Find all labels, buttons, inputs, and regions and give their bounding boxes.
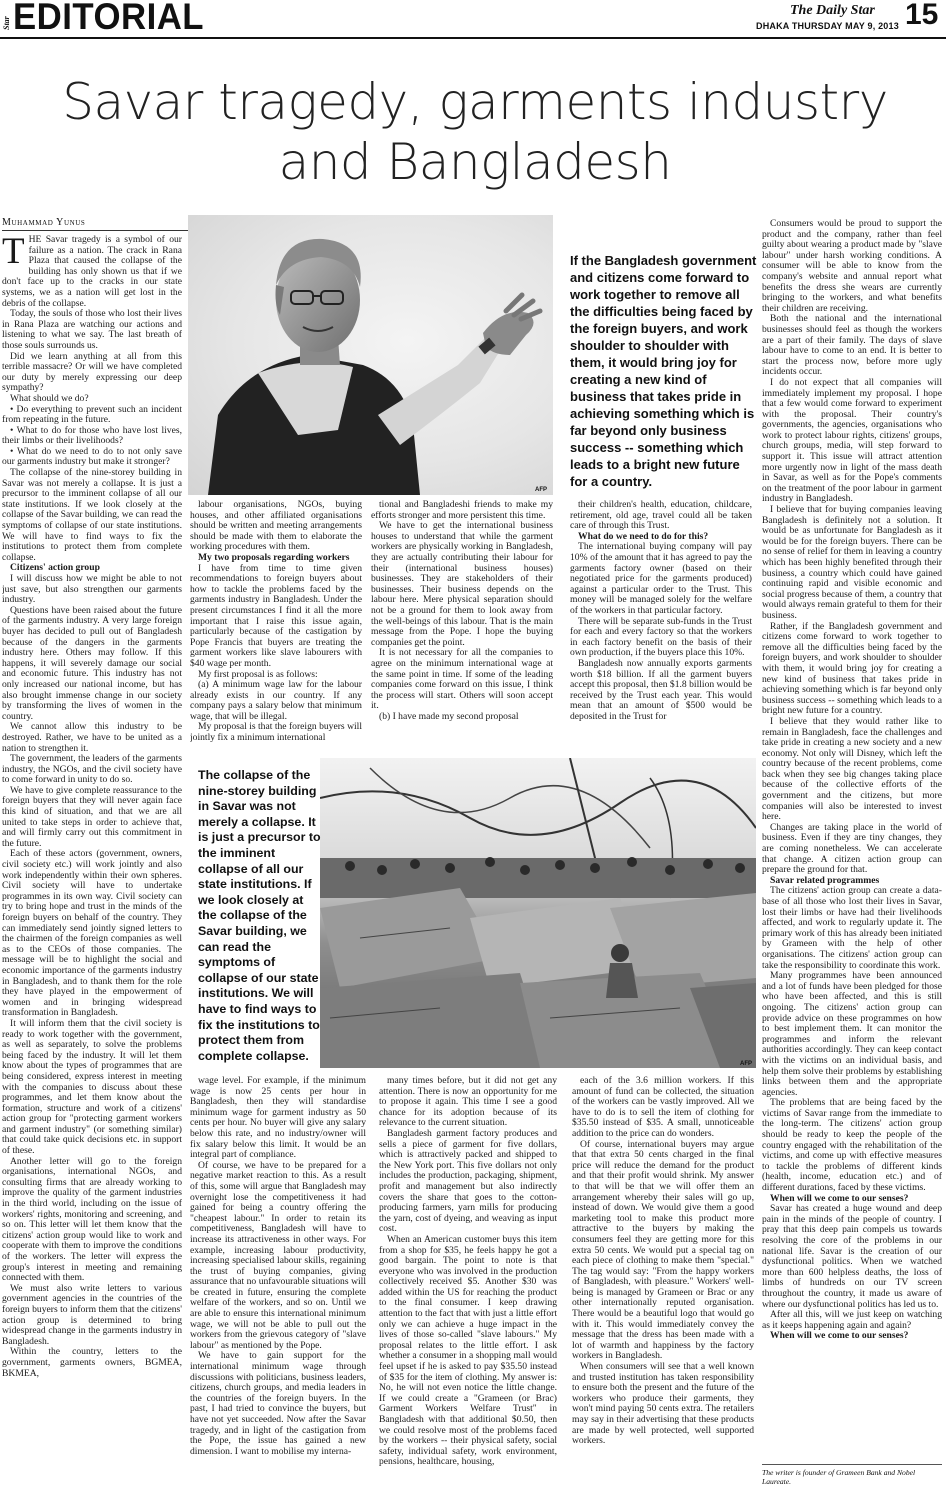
paragraph: The government, the leaders of the garments industry, the NGOs, and the civil society have to come forward in unity to do so. (2, 753, 182, 786)
paragraph: Another letter will go to the foreign organisations, international NGOs, and consulting firms that are already working to improve the quality of the garment industries in the third world, including on the issue of workers' rights, monitoring and screening, and so on. This letter will let them know that the citizens' action group would like to work and cooperate with them to improve the conditions of the workers. The letter will express the group's interest in meeting and remaining connected with them. (2, 1155, 182, 1284)
paragraph: We have to gain support for the international minimum wage through discussions with politicians, business leaders, citizens, church groups, and media leaders in the countries of the foreign buyers. In the past, I had tried to convince the buyers, but have not yet succeeded. Now after the Savar tragedy, and in light of the castigation from the Pope, the issue has gained a new dimension. I want to mobilise my interna- (190, 1350, 366, 1457)
paragraph: What do we need to do for this? (578, 530, 709, 542)
paragraph: Many programmes have been announced and a lot of funds have been pledged for those who have been affected, and this is still ongoing. The citizens' action group can provide advice on these programmes on how to best implement them. It can monitor the programmes and inform the relevant authorities accordingly. They can keep contact with the victims on an individual basis, and help them solve their problems by establishing links between them and the appropriate agencies. (762, 970, 942, 1098)
page-number: 15 (905, 0, 939, 31)
paragraph: HE Savar tragedy is a symbol of our failure as a nation. The crack in Rana Plaza that caused the collapse of the building has only shown us that if we don't face up to the cracks in our state systems, we as a nation will get lost in the debris of the collapse. (2, 235, 182, 309)
paragraph: The problems that are being faced by the victims of Savar range from the immediate to the long-term. The citizens' action group should be ready to keep the people of the country engaged with the rehabilitation of the victims, and come up with effective measures to tackle the problems of different kinds (health, income, education etc.) and of different durations, faced by these victims. (762, 1097, 942, 1194)
paragraph: • What do we need to do to not only save our garments industry but make it stronger? (2, 445, 182, 468)
paragraph: When will we come to our senses? (770, 1330, 909, 1342)
photo-credit-1: AFP (535, 487, 547, 493)
paragraph: When will we come to our senses? (770, 1192, 909, 1204)
paragraph: I have from time to time given recommendations to foreign buyers about how to tackle the problems faced by the garments industry in Bangladesh. Under the present circumstances I find it all the more important that I raise this issue again, particularly because of the castigation by Pope Francis that buyers are treating the garment workers like slave labourers with $40 wage per month. (190, 562, 362, 669)
paragraph: What should we do? (10, 392, 89, 404)
column-3-top (371, 500, 553, 760)
paragraph: Savar related programmes (770, 874, 880, 886)
column-1 (2, 235, 182, 1497)
paragraph: We cannot allow this industry to be destroyed. Rather, we have to be united as a nation to strengthen it. (2, 721, 182, 754)
section-title: EDITORIAL (13, 0, 205, 37)
paragraph: Consumers would be proud to support the product and the company, rather than feel guilty about wearing a product made by "slave labour" under harsh working conditions. A consumer will be able to know from the company's website and annual report what benefits the dress she wears are currently bringing to the workers, and what benefits their children are receiving. (762, 219, 942, 314)
star-vertical-tag: Star (2, 16, 11, 30)
paragraph: (a) A minimum wage law for the labour already exists in our country. If any company pays a salary below that minimum wage, that will be illegal. (190, 679, 362, 722)
paragraph: After all this, will we just keep on watching as it keeps happening again and again? (762, 1309, 942, 1331)
headline: Savar tragedy, garments industry and Bangladesh (62, 73, 888, 191)
paragraph: I do not expect that all companies will immediately implement my proposal. I hope that a few would come forward to experiment with the proposal. Their country's governments, the agencies, organisations who work to protect labour rights, citizens' groups, church groups, media, will step forward to support it. This issue will attract attention more urgently now in light of the mass death in Savar, as well as for the Pope's comments on the treatment of the poor labour in garment industry in Bangladesh. (762, 376, 942, 505)
paragraph: It will inform them that the civil society is ready to work together with the government, as well as separately, to solve the problems being faced by the industry. It will let them know about the types of programmes that are being considered, express interest in meeting with the companies to discuss about these programmes, and let them know about the formation, structure and work of a citizens' action group for "protecting garment workers and garment industry" (or something similar) that could take quick decisions etc. in support of these. (2, 1017, 182, 1157)
paragraph: We have to get the international business houses to understand that while the garment workers are physically working in Bangladesh, they are actually contributing their labour for their (international business houses) businesses. They are stakeholders of their businesses. Their business depends on the labour here. Mere physical separation should not be a ground for them to look away from the well-beings of this labour. That is the main message from the Pope. I hope the buying companies get the point. (371, 520, 553, 648)
paragraph: It is not necessary for all the companies to agree on the minimum international wage at the same point in time. If some of the leading companies come forward on this issue, I think the process will start. Others will soon accept it. (371, 647, 553, 712)
column-4-bottom (572, 1076, 754, 1497)
column-2-bottom (190, 1076, 366, 1497)
column-4-top (570, 500, 752, 760)
collapse-illustration (320, 758, 756, 1068)
column-3-bottom (379, 1076, 557, 1497)
paragraph: • Do everything to prevent such an incident from repeating in the future. (2, 403, 182, 426)
paragraph: The international buying company will pay 10% of the amount that it has agreed to pay the garments factory owner (based on their negotiated price for the garments produced) against a particular order to the Trust. This money will be managed solely for the welfare of the workers in that particular factory. (570, 541, 752, 616)
collapse-photo (320, 758, 756, 1068)
date-line: DHAKA THURSDAY MAY 9, 2013 (756, 21, 899, 31)
newspaper-name: The Daily Star (790, 3, 875, 18)
paragraph: labour organisations, NGOs, buying houses, and other affiliated organisations should be written and meeting arrangements should be made with them to elaborate the working procedures with them. (190, 500, 362, 553)
paragraph: many times before, but it did not get any attention. There is now an opportunity for me to propose it again. This time I see a good chance for its adoption because of its relevance to the current situation. (379, 1076, 557, 1129)
paragraph: There will be separate sub-funds in the Trust for each and every factory so that the workers in each factory benefit on the basis of their own production, if the buyers place this 10%. (570, 615, 752, 659)
paragraph: When consumers will see that a well known and trusted institution has taken responsibility to ensure both the present and the future of the workers who produce their garments, they won't mind paying 50 cents extra. The retailers may say in their advertising that these products are made by well protected, well supported workers. (572, 1361, 754, 1447)
paragraph: I believe that they would rather like to remain in Bangladesh, face the challenges and take pride in creating a new society and a new economy. Not only will Disney, which left the country because of the recent problems, come back when they see big changes taking place because of the collective efforts of the government and the citizens, but more companies will also be interested to invest here. (762, 715, 942, 823)
paragraph: My proposal is that the foreign buyers will jointly fix a minimum international (190, 721, 362, 744)
speaker-illustration (188, 215, 553, 495)
speaker-photo (188, 215, 553, 495)
byline: Muhammad Yunus (2, 217, 86, 228)
drop-cap: T (2, 235, 25, 272)
paragraph: When an American customer buys this item from a shop for $35, he feels happy he got a good bargain. The point to note is that everyone who was involved in the production collectively received $5. Another $30 was added within the US for reaching the product to the final consumer. I keep drawing attention to the fact that with just a little effort only we can achieve a huge impact in the lives of those so-called "slave labours." My proposal relates to the little effort. I ask whether a consumer in a shopping mall would feel upset if he is asked to pay $35.50 instead of $35 for the item of clothing. My answer is: No, he will not even notice the little change. If we could create a "Grameen (or Brac) Garment Workers Welfare Trust" in Bangladesh with that additional $0.50, then we could resolve most of the problems faced by the workers -- their physical safety, social safety, individual safety, work environment, pensions, healthcare, housing, (379, 1233, 557, 1468)
paragraph: I believe that for buying companies leaving Bangladesh is definitely not a solution. It would be as unfortunate for Bangladesh as it would be for the foreign buyers. There can be no sense of relief for them in leaving a country which has been highly benefited through their business, a country which could have gained continuing rapid and visible economic and social progress because of them, a country that would always remain grateful to them for their business. (762, 504, 942, 621)
paragraph: • What to do for those who have lost lives, their limbs or their livelihoods? (2, 424, 182, 447)
pull-quote-right: If the Bangladesh government and citizens come forward to work together to remove all the difficulties being faced by the foreign buyers, and work shoulder to shoulder with them, it would bring joy for creating a new kind of business that takes pride in achieving something which is far beyond only business success -- something which leads to a bright new future for a country. (570, 253, 757, 489)
paragraph: We have to give complete reassurance to the foreign buyers that they will never again face this kind of situation, and that we are all united to take steps in order to achieve that, and will firmly carry out this commitment in the future. (2, 784, 182, 849)
paragraph: Citizens' action group (10, 562, 100, 574)
masthead (0, 0, 946, 40)
pull-quote-left: The collapse of the nine-storey building in Savar was not merely a collapse. It is just a precursor to the imminent collapse of all our state institutions. If we look closely at the collapse of the Savar building, we can read the symptoms of collapse of our state institutions. We will have to find ways to fix the institutions to protect them from complete collapse. (198, 768, 321, 1063)
paragraph: Today, the souls of those who lost their lives in Rana Plaza are watching our actions and listening to what we say. The last breath of those souls surrounds us. (2, 308, 182, 351)
paragraph: Of course, international buyers may argue that that extra 50 cents charged in the final price will reduce the demand for the product and that their profit would shrink. My answer to that will be that we will offer them an arrangement whereby their sales will go up, instead of down. We would give them a good marketing tool to make this product more attractive to the buyers by making the consumers feel they are getting more for this extra 50 cents. We would put a special tag on each piece of clothing to make them "special." The tag would say: "From the happy workers of Bangladesh, with pleasure." Workers' well-being is managed by Grameen or Brac or any other internationally reputed organisation. There would be a beautiful logo that would go with it. This would immediately convey the message that the dress has been made with a lot of warmth and happiness by the factory workers in Bangladesh. (572, 1138, 754, 1362)
paragraph: Savar has created a huge wound and deep pain in the minds of the people of country. I pray that this deep pain compels us towards resolving the core of the problems in our national life. Savar is the creation of our dysfunctional politics. When we watched more than 600 helpless deaths, the loss of limbs of hundreds on our TV screen throughout the country, it made us aware of where our dysfunctional politics has led us to. (762, 1203, 942, 1310)
paragraph: their children's health, education, childcare, retirement, old age, travel could all be taken care of through this Trust. (570, 500, 752, 532)
byline-rule (2, 230, 188, 231)
column-5 (762, 219, 942, 1461)
paragraph: Bangladesh now annually exports garments worth $18 billion. If all the garment buyers accept this proposal, then $1.8 billion would be received by the Trust each year. This would mean that an amount of $500 would be deposited in the Trust for (570, 657, 752, 722)
footer-rule (762, 1464, 942, 1465)
paragraph: The citizens' action group can create a data-base of all those who lost their lives in Savar, lost their limbs or have had their livelihoods affected, and work to regularly update it. The primary work of this has already been initiated by Grameen with the help of other organisations. The citizens' action group can take the responsibility to coordinate this work. (762, 885, 942, 971)
paragraph: each of the 3.6 million workers. If this amount of fund can be collected, the situation of the workers can be vastly improved. All we have to do is to sell the item of clothing for $35.50 instead of $35. A small, unnoticeable addition to the price can do wonders. (572, 1076, 754, 1139)
paragraph: Questions have been raised about the future of the garments industry. A very large foreign buyer has decided to pull out of Bangladesh because of the dangers in the garments industry here. Others may follow. If this happens, it will severely damage our social and economic future. This industry has not only increased our national income, but has also brought immense change in our society by transforming the lives of women in the country. (2, 604, 182, 722)
paragraph: tional and Bangladeshi friends to make my efforts stronger and more persistent this time. (371, 500, 553, 521)
masthead-rule (0, 37, 946, 39)
paragraph: My first proposal is as follows: (198, 668, 318, 680)
paragraph: Each of these actors (government, owners, civil society etc.) will work jointly and also work independently within their own spheres. Civil society will have to undertake programmes in its own way. Civil society can try to bring hope and trust in the minds of the foreign buyers on behalf of the country. They can immediately send jointly signed letters to the chairmen of the foreign companies as well as to the CEOs of those companies. The message will be to highlight the social and economic importance of the garments industry in Bangladesh, and to thank them for the role they have played in the empowerment of women and in bringing widespread transformation in Bangladesh. (2, 848, 182, 1019)
paragraph: We must also write letters to various government agencies in the countries of the foreign buyers to inform them that the citizens' action group is determined to bring widespread change in the garments industry in Bangladesh. (2, 1282, 182, 1347)
paragraph: (b) I have made my second proposal (379, 710, 519, 722)
column-2-top (190, 500, 362, 760)
paragraph: Did we learn anything at all from this terrible massacre? Or will we have completed our duty by merely expressing our deep sympathy? (2, 350, 182, 394)
paragraph: wage level. For example, if the minimum wage is now 25 cents per hour in Bangladesh, then they will standardise minimum wage for garment industry as 50 cents per hour. No buyer will give any salary below this rate, and no industry/owner will fix salary below this limit. It would be an integral part of compliance. (190, 1076, 366, 1161)
photo-credit-2: AFP (740, 1061, 752, 1067)
author-note: The writer is founder of Grameen Bank and Nobel Laureate. (762, 1468, 916, 1486)
paragraph: Both the national and the international businesses should feel as though the workers are a part of their family. The days of slave labour have to come to an end. It is better to start the process now, before more ugly incidents occur. (762, 313, 942, 378)
paragraph: I will discuss how we might be able to not just save, but also strengthen our garments industry. (2, 573, 182, 606)
paragraph: Within the country, letters to the government, garments owners, BGMEA, BKMEA, (2, 1346, 182, 1379)
paragraph: My two proposals regarding workers (198, 551, 350, 563)
paragraph: Changes are taking place in the world of business. Even if they are tiny changes, they are coming nonetheless. We can accelerate that change. A citizen action group can prepare the ground for that. (762, 821, 942, 876)
paragraph: Bangladesh garment factory produces and sells a piece of garment for five dollars, which is attractively packed and shipped to the New York port. This five dollars not only includes the production, packaging, shipment, profit and management but also indirectly covers the share that goes to the cotton-producing farmers, yarn mills for producing the yarn, cost of dyeing, and weaving as input cost. (379, 1127, 557, 1235)
paragraph: The collapse of the nine-storey building in Savar was not merely a collapse. It is just a precursor to the imminent collapse of all our state institutions. If we look closely at the collapse of the Savar building, we can read the symptoms of collapse of our state institutions. We will have to find ways to fix the institutions to protect them from complete collapse. (2, 467, 182, 563)
paragraph: Rather, if the Bangladesh government and citizens come forward to work together to remove all the difficulties being faced by the foreign buyers, and work shoulder to shoulder with them, it would bring joy for creating a new kind of business that takes pride in achieving something which is far beyond only business success -- something which leads to a bright new future for a country. (762, 620, 942, 717)
paragraph: Of course, we have to be prepared for a negative market reaction to this. As a result of this, some will argue that Bangladesh may overnight lose the competitiveness it had gained for being a country offering the "cheapest labour." In order to retain its competitiveness, Bangladesh will have to increase its attractiveness in other ways. For example, increasing labour productivity, increasing specialised labour skills, regaining the trust of buying companies, giving assurance that no unfavourable situations will be created in future, ensuring the complete welfare of the workers, and so on. Until we are able to ensure this international minimum wage, we will not be able to pull out the workers from the grievous category of "slave labour" as mentioned by the Pope. (190, 1159, 366, 1351)
